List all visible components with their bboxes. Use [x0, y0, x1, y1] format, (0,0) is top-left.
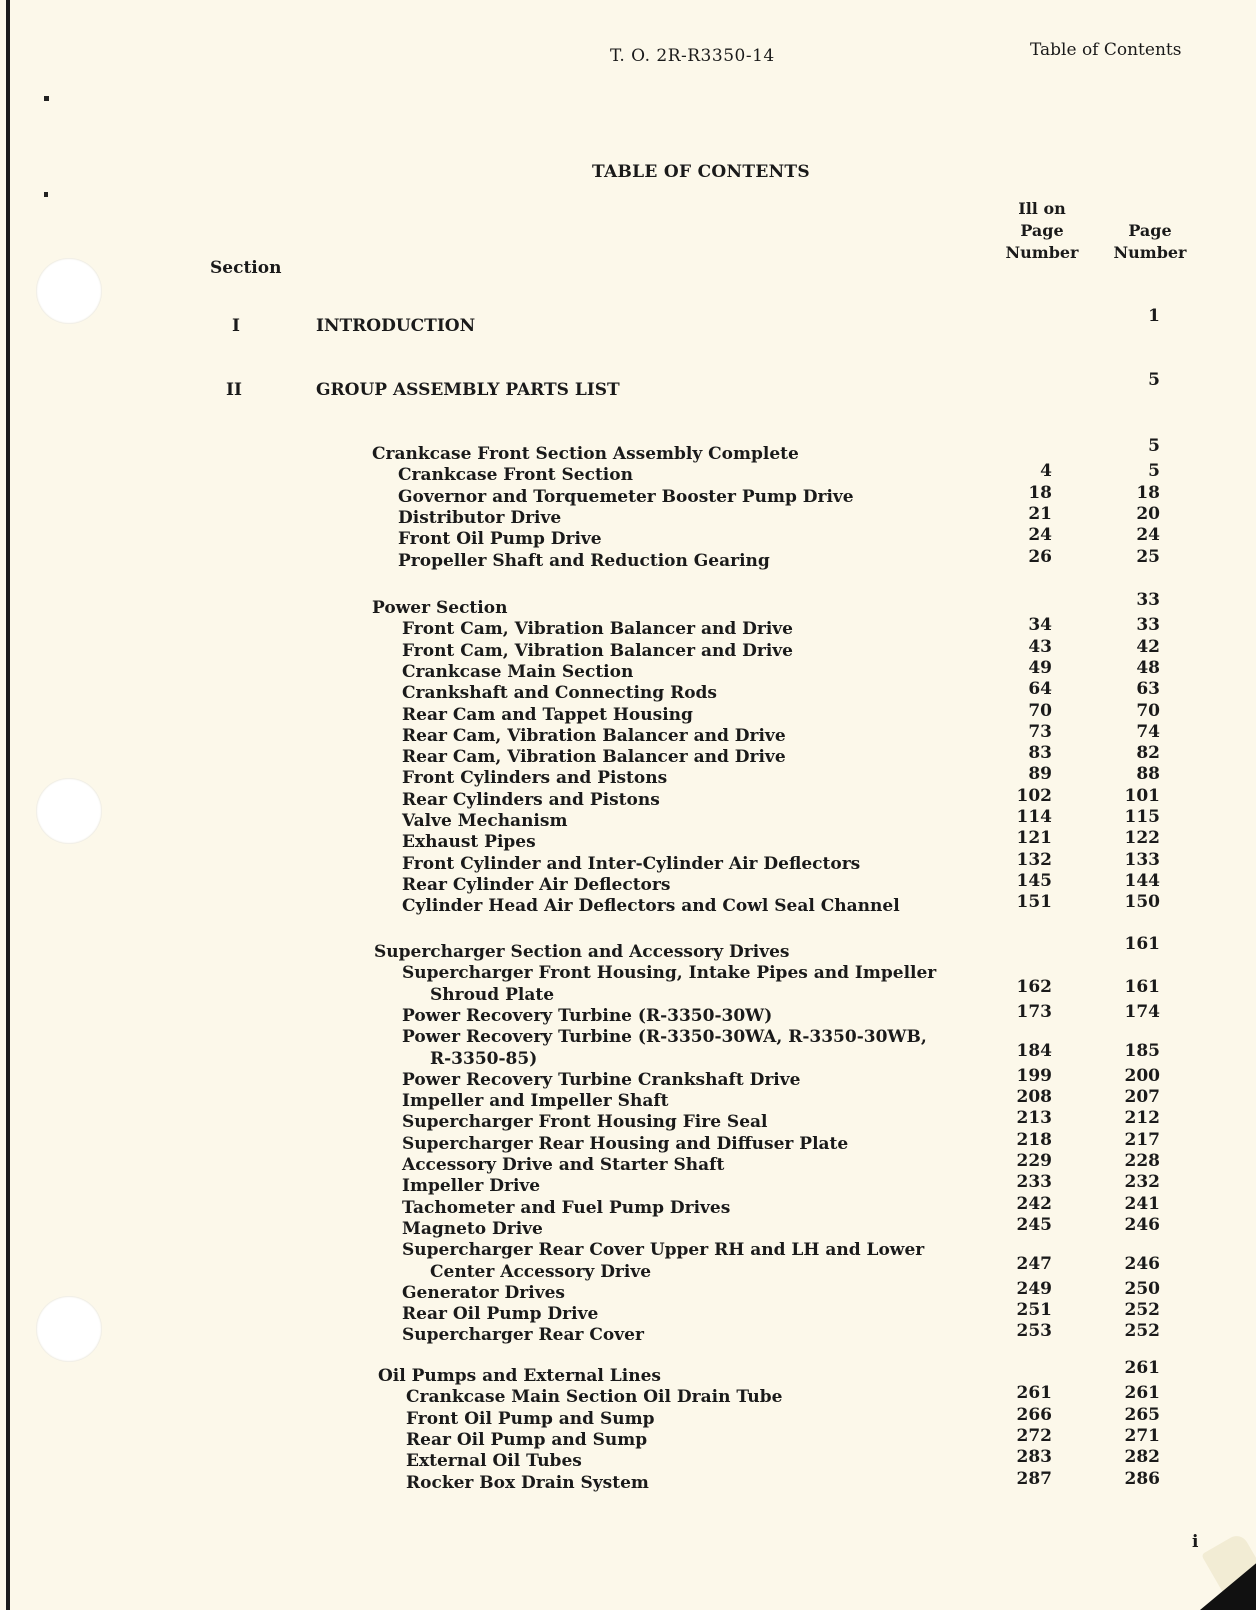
ill-page-number: 283: [1016, 1447, 1052, 1468]
page-number: 74: [1136, 721, 1160, 742]
item-title: Rear Cylinder Air Deflectors: [402, 874, 671, 895]
page-number: 33: [1136, 615, 1160, 636]
item-title: Front Cam, Vibration Balancer and Drive: [402, 619, 793, 640]
toc-item-entry[interactable]: [10, 870, 1256, 895]
page-number: 282: [1124, 1447, 1160, 1468]
page-number: 174: [1124, 1001, 1160, 1022]
page-number: 42: [1136, 636, 1160, 657]
item-title-continued: R-3350-85): [430, 1049, 538, 1070]
group-title: Supercharger Section and Accessory Drives: [374, 942, 790, 962]
page-number: 241: [1124, 1193, 1160, 1214]
section-numeral: II: [226, 380, 242, 400]
ill-page-number: 261: [1016, 1383, 1052, 1404]
section-title: GROUP ASSEMBLY PARTS LIST: [316, 380, 620, 400]
toc-item-entry[interactable]: [10, 1385, 1256, 1407]
item-title: Rocker Box Drain System: [406, 1472, 649, 1493]
toc-item-entry[interactable]: [10, 1174, 1256, 1196]
ill-page-number: 102: [1016, 785, 1052, 806]
ill-page-number: 266: [1016, 1404, 1052, 1425]
toc-item-entry[interactable]: [10, 1214, 1256, 1239]
binder-hole: [36, 258, 102, 324]
toc-item-entry[interactable]: [10, 766, 1256, 788]
page-number: 25: [1136, 546, 1160, 567]
ill-page-number: 73: [1028, 721, 1052, 742]
item-title: Accessory Drive and Starter Shaft: [402, 1155, 725, 1175]
toc-item-entry[interactable]: [10, 1153, 1256, 1175]
page-number: 261: [1124, 1383, 1160, 1404]
ill-page-number: 173: [1016, 1001, 1052, 1022]
toc-item-entry[interactable]: [10, 1302, 1256, 1324]
ill-page-number: 151: [1016, 892, 1052, 913]
page-number: 250: [1124, 1278, 1160, 1299]
page-number: i: [1192, 1532, 1199, 1552]
page-number: 1: [1148, 306, 1160, 326]
document-page: [6, 0, 1256, 1610]
ill-page-number: 249: [1016, 1278, 1052, 1299]
page-number: 82: [1136, 743, 1160, 764]
toc-item-entry[interactable]: [10, 1001, 1256, 1026]
toc-item-entry[interactable]: [10, 1404, 1256, 1429]
item-title: Front Oil Pump and Sump: [406, 1408, 655, 1429]
page-number: 212: [1124, 1108, 1160, 1129]
ill-page-number: 64: [1028, 679, 1052, 700]
document-number: T. O. 2R-R3350-14: [610, 46, 775, 66]
page-number: 70: [1136, 700, 1160, 721]
ink-speck: [44, 192, 48, 197]
page-number: 5: [1148, 461, 1160, 482]
toc-group-entry[interactable]: [10, 590, 1256, 618]
ill-page-number: 233: [1016, 1172, 1052, 1193]
item-title: Magneto Drive: [402, 1218, 543, 1239]
item-title: Impeller and Impeller Shaft: [402, 1091, 669, 1112]
item-title: Rear Cylinders and Pistons: [402, 789, 660, 810]
page-number: 228: [1124, 1151, 1160, 1171]
item-title: Crankcase Main Section Oil Drain Tube: [406, 1387, 783, 1408]
ill-page-number: 208: [1016, 1087, 1052, 1108]
toc-item-entry[interactable]: [10, 961, 1256, 1005]
item-title: Crankcase Front Section: [398, 465, 633, 486]
ill-page-number: 4: [1040, 461, 1052, 482]
item-title: Rear Cam and Tappet Housing: [402, 704, 693, 725]
item-title: Distributor Drive: [398, 507, 562, 528]
page-number: 122: [1124, 828, 1160, 849]
page-title: TABLE OF CONTENTS: [592, 162, 810, 182]
toc-section-entry[interactable]: [10, 370, 1256, 402]
toc-item-entry[interactable]: [10, 482, 1256, 507]
page-number: 252: [1124, 1300, 1160, 1321]
page-number: 232: [1124, 1172, 1160, 1193]
header-line: Page: [1020, 221, 1064, 240]
section-column-header: Section: [210, 258, 282, 278]
page-number: 150: [1124, 892, 1160, 913]
item-title: Power Recovery Turbine Crankshaft Drive: [402, 1069, 801, 1090]
ill-page-number: 162: [1016, 977, 1052, 998]
item-title: Supercharger Rear Housing and Diffuser Plate: [402, 1133, 849, 1154]
page-number: 5: [1148, 370, 1160, 390]
running-title: Table of Contents: [1030, 40, 1182, 60]
item-title: Front Cam, Vibration Balancer and Drive: [402, 640, 793, 661]
ill-page-number: 18: [1028, 482, 1052, 503]
toc-item-entry[interactable]: [10, 830, 1256, 852]
item-title: Valve Mechanism: [402, 811, 568, 831]
item-title: Cylinder Head Air Deflectors and Cowl Seal Channel: [402, 896, 900, 917]
toc-item-entry[interactable]: [10, 1468, 1256, 1493]
toc-item-entry[interactable]: [10, 657, 1256, 682]
page-number: 5: [1148, 436, 1160, 456]
toc-group-entry[interactable]: [10, 934, 1256, 962]
toc-item-entry[interactable]: [10, 1025, 1256, 1069]
ill-page-number: 229: [1016, 1151, 1052, 1171]
item-title: Supercharger Front Housing, Intake Pipes and Impeller: [402, 963, 937, 984]
header-line: Page: [1128, 221, 1172, 240]
header-line: Ill on: [1018, 199, 1066, 218]
header-line: Number: [1113, 243, 1187, 262]
item-title: Supercharger Front Housing Fire Seal: [402, 1112, 768, 1133]
page-number-header: [1110, 220, 1190, 264]
ill-page-number: 287: [1016, 1468, 1052, 1489]
header-line: Number: [1005, 243, 1079, 262]
page-number: 265: [1124, 1404, 1160, 1425]
page-number: 33: [1136, 590, 1160, 610]
item-title: Governor and Torquemeter Booster Pump Drive: [398, 486, 854, 507]
ill-page-number: 70: [1028, 700, 1052, 721]
ill-page-number: 83: [1028, 743, 1052, 764]
page-number: 246: [1124, 1254, 1160, 1275]
page-number: 286: [1124, 1468, 1160, 1489]
ink-speck: [44, 96, 49, 101]
toc-item-entry[interactable]: [10, 546, 1256, 571]
page-number: 144: [1124, 870, 1160, 891]
item-title: Front Cylinders and Pistons: [402, 768, 668, 789]
toc-group-entry[interactable]: [10, 1358, 1256, 1386]
item-title: Crankcase Main Section: [402, 661, 634, 682]
toc-item-entry[interactable]: [10, 809, 1256, 831]
toc-item-entry[interactable]: [10, 1193, 1256, 1218]
toc-item-entry[interactable]: [10, 849, 1256, 874]
item-title: Rear Cam, Vibration Balancer and Drive: [402, 725, 786, 746]
item-title: Front Oil Pump Drive: [398, 529, 602, 550]
ill-page-number: 242: [1016, 1193, 1052, 1214]
toc-item-entry[interactable]: [10, 745, 1256, 767]
ill-page-number: 245: [1016, 1214, 1052, 1235]
section-title: INTRODUCTION: [316, 316, 476, 336]
toc-item-entry[interactable]: [10, 1089, 1256, 1111]
toc-section-entry[interactable]: [10, 306, 1256, 338]
ill-page-number: 49: [1028, 657, 1052, 678]
ill-page-number: 24: [1028, 525, 1052, 546]
item-title: Propeller Shaft and Reduction Gearing: [398, 550, 770, 571]
ill-page-number: 132: [1016, 849, 1052, 870]
ill-page-number: 43: [1028, 636, 1052, 657]
ill-page-number: 121: [1016, 828, 1052, 849]
toc-item-entry[interactable]: [10, 463, 1256, 485]
item-title: Supercharger Rear Cover Upper RH and LH and Lower: [402, 1240, 925, 1261]
item-title: Rear Oil Pump Drive: [402, 1304, 599, 1325]
page-number: 261: [1124, 1358, 1160, 1378]
toc-item-entry[interactable]: [10, 721, 1256, 746]
page-number: 185: [1124, 1041, 1160, 1062]
toc-item-entry[interactable]: [10, 617, 1256, 639]
section-numeral: I: [232, 316, 240, 336]
page-number: 24: [1136, 525, 1160, 546]
toc-item-entry[interactable]: [10, 894, 1256, 916]
ill-page-number-header: [1002, 198, 1082, 264]
page-number: 207: [1124, 1087, 1160, 1108]
toc-item-entry[interactable]: [10, 1065, 1256, 1090]
ill-page-number: 114: [1016, 807, 1052, 827]
item-title: External Oil Tubes: [406, 1451, 582, 1472]
group-title: Crankcase Front Section Assembly Complete: [372, 444, 799, 464]
ill-page-number: 247: [1016, 1254, 1052, 1275]
toc-item-entry[interactable]: [10, 1238, 1256, 1282]
page-number: 246: [1124, 1214, 1160, 1235]
item-title-continued: Shroud Plate: [430, 985, 555, 1006]
ill-page-number: 251: [1016, 1300, 1052, 1321]
toc-item-entry[interactable]: [10, 1278, 1256, 1303]
toc-item-entry[interactable]: [10, 681, 1256, 703]
page-number: 63: [1136, 679, 1160, 700]
toc-item-entry[interactable]: [10, 527, 1256, 549]
page-number: 271: [1124, 1425, 1160, 1446]
ill-page-number: 89: [1028, 764, 1052, 785]
ill-page-number: 34: [1028, 615, 1052, 636]
item-title-continued: Center Accessory Drive: [430, 1262, 652, 1283]
group-title: Oil Pumps and External Lines: [378, 1366, 661, 1386]
ill-page-number: 218: [1016, 1129, 1052, 1150]
item-title: Rear Cam, Vibration Balancer and Drive: [402, 747, 786, 768]
item-title: Power Recovery Turbine (R-3350-30WA, R-3350-30WB,: [402, 1027, 927, 1048]
toc-item-entry[interactable]: [10, 1449, 1256, 1471]
ill-page-number: 213: [1016, 1108, 1052, 1129]
toc-item-entry[interactable]: [10, 503, 1256, 528]
ill-page-number: 21: [1028, 503, 1052, 524]
ill-page-number: 253: [1016, 1321, 1052, 1342]
page-number: 200: [1124, 1065, 1160, 1086]
page-number: 115: [1124, 807, 1160, 827]
item-title: Power Recovery Turbine (R-3350-30W): [402, 1005, 773, 1026]
page-number: 217: [1124, 1129, 1160, 1150]
item-title: Generator Drives: [402, 1282, 565, 1303]
page-number: 101: [1124, 785, 1160, 806]
item-title: Crankshaft and Connecting Rods: [402, 683, 718, 704]
page-number: 20: [1136, 503, 1160, 524]
item-title: Exhaust Pipes: [402, 832, 536, 853]
toc-item-entry[interactable]: [10, 1110, 1256, 1132]
toc-item-entry[interactable]: [10, 636, 1256, 661]
ill-page-number: 184: [1016, 1041, 1052, 1062]
page-number: 48: [1136, 657, 1160, 678]
page-number: 133: [1124, 849, 1160, 870]
toc-item-entry[interactable]: [10, 785, 1256, 810]
ill-page-number: 145: [1016, 870, 1052, 891]
page-corner-shadow: [1200, 1560, 1256, 1610]
toc-item-entry[interactable]: [10, 1323, 1256, 1345]
page-number: 161: [1124, 934, 1160, 954]
toc-item-entry[interactable]: [10, 1425, 1256, 1450]
toc-item-entry[interactable]: [10, 1129, 1256, 1154]
ill-page-number: 26: [1028, 546, 1052, 567]
ill-page-number: 272: [1016, 1425, 1052, 1446]
ill-page-number: 199: [1016, 1065, 1052, 1086]
item-title: Impeller Drive: [402, 1176, 541, 1197]
item-title: Rear Oil Pump and Sump: [406, 1429, 648, 1450]
toc-item-entry[interactable]: [10, 700, 1256, 725]
toc-group-entry[interactable]: [10, 436, 1256, 464]
group-title: Power Section: [372, 598, 508, 618]
page-number: 161: [1124, 977, 1160, 998]
page-number: 88: [1136, 764, 1160, 785]
item-title: Front Cylinder and Inter-Cylinder Air Deflectors: [402, 853, 861, 874]
page-number: 252: [1124, 1321, 1160, 1342]
item-title: Tachometer and Fuel Pump Drives: [402, 1197, 731, 1218]
page-number: 18: [1136, 482, 1160, 503]
item-title: Supercharger Rear Cover: [402, 1325, 644, 1346]
